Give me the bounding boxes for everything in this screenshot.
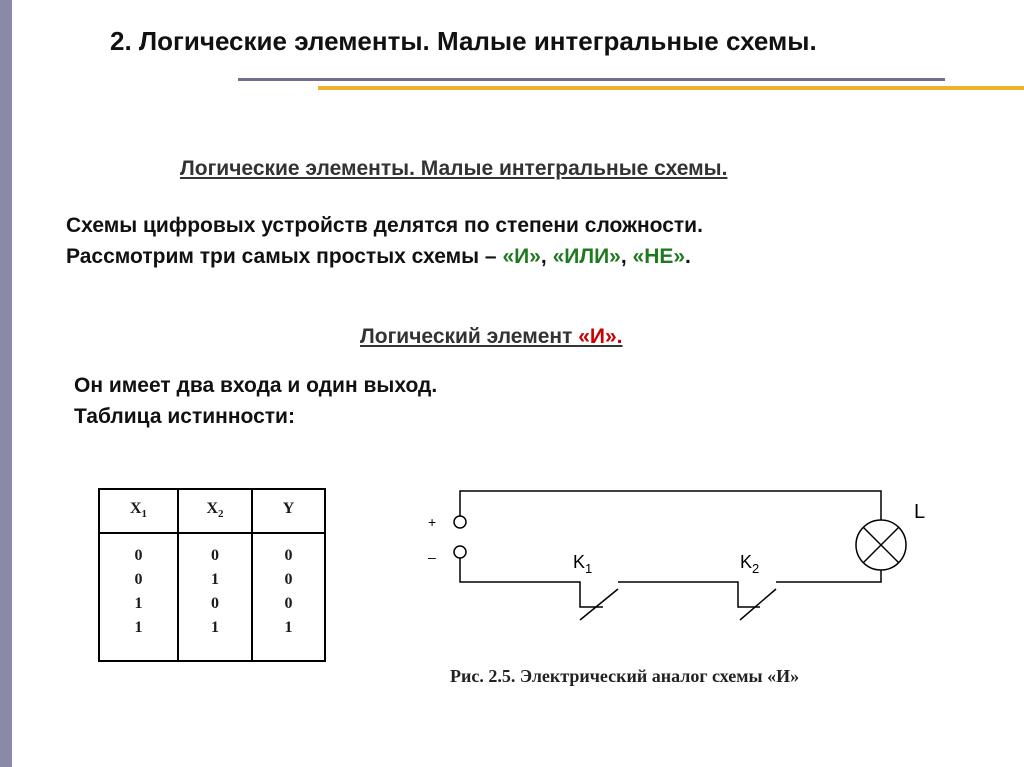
table-cell: 0 <box>211 547 219 564</box>
truth-table-header-y: Y <box>253 490 324 534</box>
terminal-minus-label: – <box>428 549 436 565</box>
figure-caption: Рис. 2.5. Электрический аналог схемы «И» <box>450 666 800 686</box>
switch-k1-contact <box>580 589 618 620</box>
truth-table-header-x2: $X_2$ <box>179 490 251 534</box>
switch-k1-label: $K_1$ <box>573 552 593 576</box>
truth-table-header-x1: $X_1$ <box>100 490 177 534</box>
table-cell: 1 <box>211 619 219 636</box>
table-cell: 1 <box>211 571 219 588</box>
table-cell: 1 <box>134 619 143 636</box>
table-cell: 0 <box>284 547 293 564</box>
circuit-bottom-wire-middle <box>618 582 760 607</box>
gate-and-label: «И» <box>502 245 541 268</box>
slide-title: 2. Логические элементы. Малые интегральные схемы. <box>110 26 817 56</box>
table-cell: 0 <box>134 547 143 564</box>
table-cell: 0 <box>134 571 143 588</box>
table-cell: 0 <box>284 571 293 588</box>
section-heading-gate: «И». <box>578 325 623 348</box>
gate-or-label: «ИЛИ» <box>552 245 621 268</box>
period: . <box>685 245 691 268</box>
terminal-plus-label: + <box>428 514 437 530</box>
table-cell: 0 <box>211 595 219 612</box>
switch-k2-label: $K_2$ <box>740 552 760 576</box>
terminal-plus <box>454 516 466 528</box>
desc-line-1: Он имеет два входа и один выход. <box>74 374 438 397</box>
switch-k2-contact <box>740 589 776 620</box>
table-cell: 1 <box>134 595 143 612</box>
intro-line-2-prefix: Рассмотрим три самых простых схемы – <box>66 245 503 268</box>
circuit-bottom-wire-right <box>776 570 881 582</box>
circuit-top-wire <box>460 491 881 520</box>
table-cell: 1 <box>284 619 293 636</box>
slide-subtitle: Логические элементы. Малые интегральные схемы. <box>180 157 728 180</box>
desc-line-2: Таблица истинности: <box>74 405 295 428</box>
section-heading-prefix: Логический элемент <box>360 325 579 348</box>
gate-not-label: «НЕ» <box>632 245 686 268</box>
table-cell: 0 <box>284 595 293 612</box>
terminal-minus <box>454 546 466 558</box>
lamp-label: L <box>914 501 926 523</box>
comma-1: , <box>540 245 553 268</box>
comma-2: , <box>620 245 633 268</box>
intro-line-1: Схемы цифровых устройств делятся по степени сложности. <box>66 214 703 237</box>
